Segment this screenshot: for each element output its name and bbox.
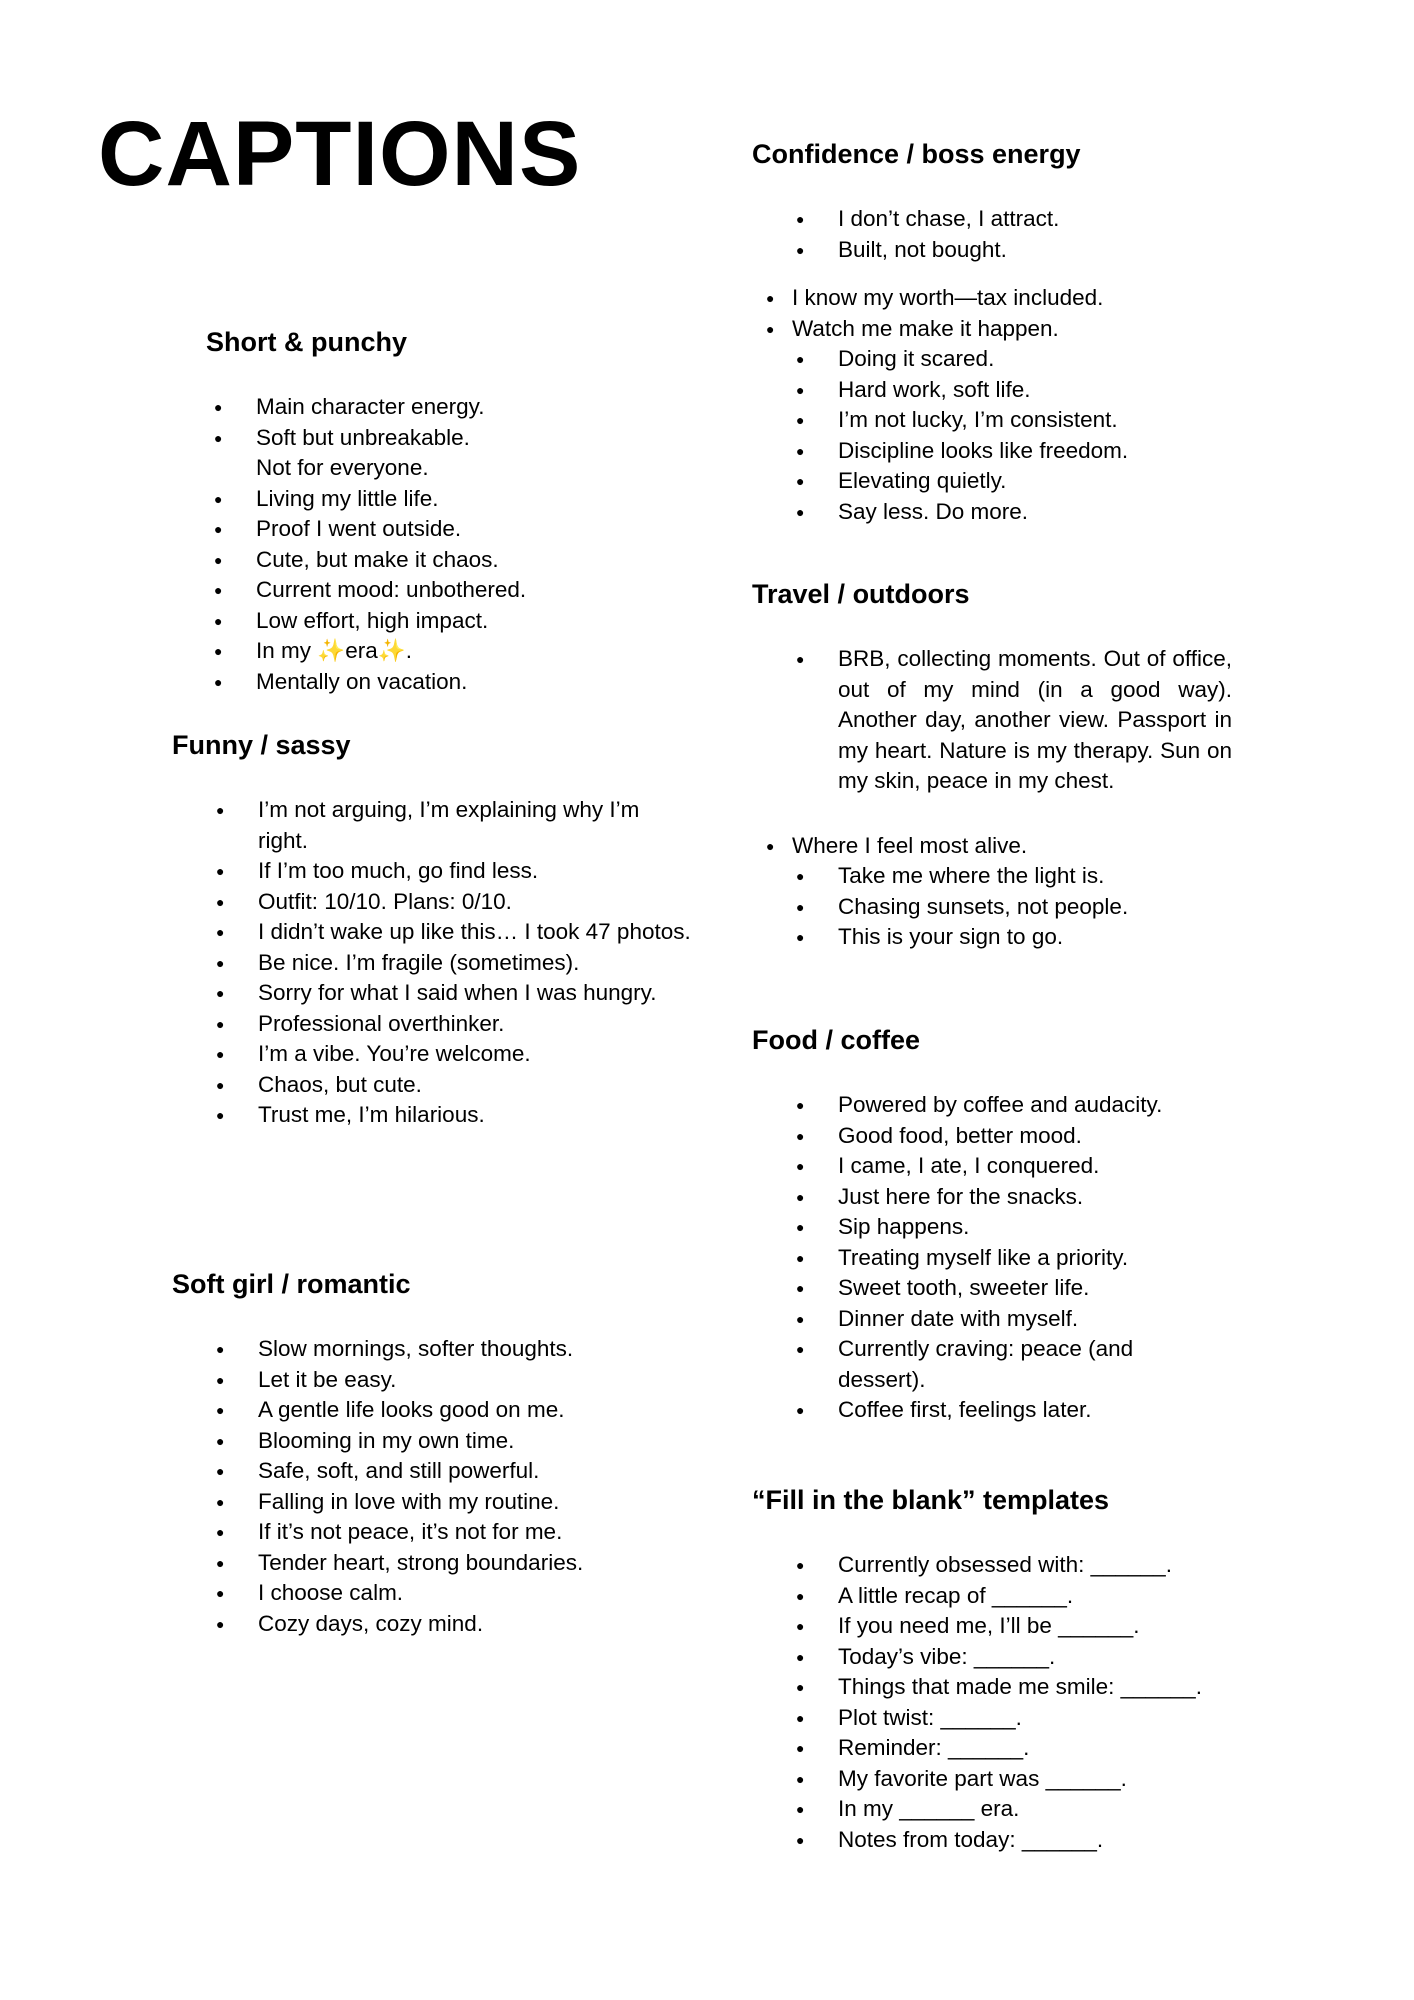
list-item: ● Chasing sunsets, not people. <box>752 892 1232 923</box>
list-item: ● Safe, soft, and still powerful. <box>172 1456 692 1487</box>
list-item: ● Living my little life. <box>206 484 706 515</box>
page-title: CAPTIONS <box>98 103 582 205</box>
list-item: ● Cute, but make it chaos. <box>206 545 706 576</box>
list-item: ● In my ______ era. <box>752 1794 1272 1825</box>
section-soft-girl-romantic <box>172 1268 692 1639</box>
section-heading: Food / coffee <box>752 1025 920 1055</box>
list-item: ● Professional overthinker. <box>172 1009 692 1040</box>
section-confidence-boss-energy <box>752 138 1272 527</box>
section-heading: “Fill in the blank” templates <box>752 1485 1110 1515</box>
list-item: ● Falling in love with my routine. <box>172 1487 692 1518</box>
list-item: ● Good food, better mood. <box>752 1121 1272 1152</box>
list-item: ● Discipline looks like freedom. <box>752 436 1272 467</box>
list-item: ● Just here for the snacks. <box>752 1182 1272 1213</box>
list-item: ● Watch me make it happen. <box>752 314 1272 345</box>
list-item: ● Sip happens. <box>752 1212 1272 1243</box>
list-item: ● Cozy days, cozy mind. <box>172 1609 692 1640</box>
list-item: ● Things that made me smile: ______. <box>752 1672 1272 1703</box>
section-travel-outdoors <box>752 578 1232 953</box>
list-item: ● Chaos, but cute. <box>172 1070 692 1101</box>
section-funny-sassy <box>172 729 692 1131</box>
list-item: ● Plot twist: ______. <box>752 1703 1272 1734</box>
list-item: ● I don’t chase, I attract. <box>752 204 1272 235</box>
list-item: ● Be nice. I’m fragile (sometimes). <box>172 948 692 979</box>
section-short-punchy <box>206 326 706 697</box>
section-food-coffee <box>752 1024 1272 1426</box>
list-item: ● Low effort, high impact. <box>206 606 706 637</box>
list-item: ● Notes from today: ______. <box>752 1825 1272 1856</box>
list-item: ● Powered by coffee and audacity. <box>752 1090 1272 1121</box>
list-item: ● Trust me, I’m hilarious. <box>172 1100 692 1131</box>
list-item: ● Sweet tooth, sweeter life. <box>752 1273 1272 1304</box>
list-item: ● This is your sign to go. <box>752 922 1232 953</box>
list-item: ● Coffee first, feelings later. <box>752 1395 1272 1426</box>
list-item: ● Doing it scared. <box>752 344 1272 375</box>
caption-list <box>752 1090 1272 1426</box>
list-item: ● Sorry for what I said when I was hungry. <box>172 978 692 1009</box>
caption-list <box>172 795 692 1131</box>
list-item: ● Say less. Do more. <box>752 497 1272 528</box>
section-heading: Travel / outdoors <box>752 579 970 609</box>
section-heading: Short & punchy <box>206 327 407 357</box>
list-item: ● I choose calm. <box>172 1578 692 1609</box>
caption-paragraph-list <box>752 644 1232 797</box>
caption-list <box>752 204 1272 527</box>
list-item: ● Tender heart, strong boundaries. <box>172 1548 692 1579</box>
list-item: ● Take me where the light is. <box>752 861 1232 892</box>
list-item: ● I’m not lucky, I’m consistent. <box>752 405 1272 436</box>
list-item: ● Main character energy. <box>206 392 706 423</box>
list-item: ● If you need me, I’ll be ______. <box>752 1611 1272 1642</box>
list-item: ● Soft but unbreakable. <box>206 423 706 454</box>
list-item: ● Hard work, soft life. <box>752 375 1272 406</box>
list-item: ● A gentle life looks good on me. <box>172 1395 692 1426</box>
list-item: ● Where I feel most alive. <box>752 831 1232 862</box>
section-heading: Confidence / boss energy <box>752 139 1081 169</box>
list-item: ● BRB, collecting moments. Out of office, out of my mind (in a good way). Another day, another view. Passport in my heart. Nature is my therapy. Sun on my skin, peace in my chest. <box>752 644 1232 797</box>
section-heading: Soft girl / romantic <box>172 1269 411 1299</box>
caption-list <box>172 1334 692 1639</box>
caption-list <box>752 1550 1272 1855</box>
list-item: ● Built, not bought. <box>752 235 1272 266</box>
list-item: ● Dinner date with myself. <box>752 1304 1272 1335</box>
list-item: ● Mentally on vacation. <box>206 667 706 698</box>
caption-list <box>752 831 1232 953</box>
list-item: ● I’m a vibe. You’re welcome. <box>172 1039 692 1070</box>
section-fill-in-the-blank <box>752 1484 1272 1855</box>
list-item: ● I know my worth—tax included. <box>752 283 1272 314</box>
list-item: ● Reminder: ______. <box>752 1733 1272 1764</box>
list-item: ● Let it be easy. <box>172 1365 692 1396</box>
list-item: ● I’m not arguing, I’m explaining why I’m right. <box>172 795 692 856</box>
caption-list <box>206 392 706 697</box>
list-item: ● Currently craving: peace (and dessert). <box>752 1334 1168 1395</box>
list-item: ● In my ✨era✨. <box>206 636 706 667</box>
list-item: Not for everyone. <box>256 455 429 480</box>
list-item: ● My favorite part was ______. <box>752 1764 1272 1795</box>
section-heading: Funny / sassy <box>172 730 351 760</box>
list-item: ● Current mood: unbothered. <box>206 575 706 606</box>
list-item: ● Proof I went outside. <box>206 514 706 545</box>
list-item: ● Elevating quietly. <box>752 466 1272 497</box>
list-item: ● A little recap of ______. <box>752 1581 1272 1612</box>
list-item: ● I came, I ate, I conquered. <box>752 1151 1272 1182</box>
list-item: ● If it’s not peace, it’s not for me. <box>172 1517 692 1548</box>
list-item: ● Blooming in my own time. <box>172 1426 692 1457</box>
list-item: ● Currently obsessed with: ______. <box>752 1550 1272 1581</box>
list-item: ● If I’m too much, go find less. <box>172 856 692 887</box>
list-item: ● Today’s vibe: ______. <box>752 1642 1272 1673</box>
list-item: ● Slow mornings, softer thoughts. <box>172 1334 692 1365</box>
list-item: ● I didn’t wake up like this… I took 47 photos. <box>172 917 692 948</box>
list-item: ● Treating myself like a priority. <box>752 1243 1272 1274</box>
list-item: ● Outfit: 10/10. Plans: 0/10. <box>172 887 692 918</box>
